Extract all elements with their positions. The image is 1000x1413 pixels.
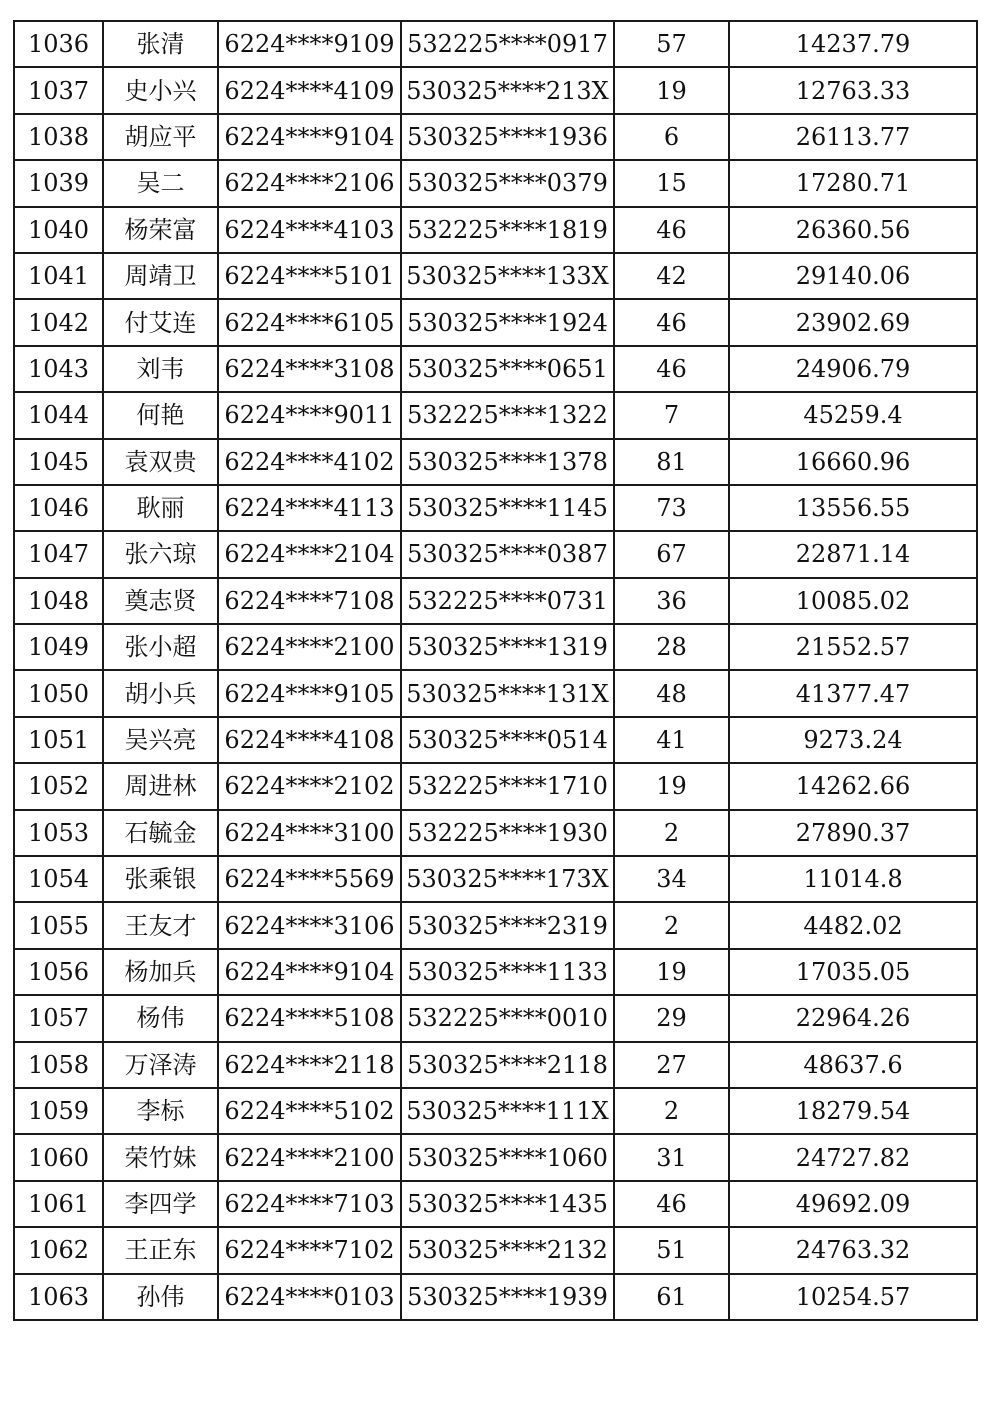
bank-card-cell: 6224****2100 <box>218 1134 401 1180</box>
name-cell: 孙伟 <box>103 1274 218 1320</box>
row-number-cell: 1048 <box>14 578 103 624</box>
count-cell: 15 <box>614 160 729 206</box>
bank-card-cell: 6224****9104 <box>218 949 401 995</box>
count-cell: 27 <box>614 1042 729 1088</box>
name-cell: 王友才 <box>103 902 218 948</box>
amount-cell: 13556.55 <box>729 485 977 531</box>
count-cell: 67 <box>614 531 729 577</box>
table-row <box>14 763 977 809</box>
id-number-cell: 532225****0731 <box>401 578 614 624</box>
count-cell: 31 <box>614 1134 729 1180</box>
bank-card-cell: 6224****7103 <box>218 1181 401 1227</box>
amount-cell: 22964.26 <box>729 995 977 1041</box>
count-cell: 46 <box>614 207 729 253</box>
count-cell: 2 <box>614 810 729 856</box>
name-cell: 吴二 <box>103 160 218 206</box>
amount-cell: 24763.32 <box>729 1227 977 1273</box>
name-cell: 付艾连 <box>103 299 218 345</box>
count-cell: 7 <box>614 392 729 438</box>
row-number-cell: 1056 <box>14 949 103 995</box>
amount-cell: 14262.66 <box>729 763 977 809</box>
name-cell: 张乘银 <box>103 856 218 902</box>
bank-card-cell: 6224****9104 <box>218 114 401 160</box>
amount-cell: 26360.56 <box>729 207 977 253</box>
id-number-cell: 530325****131X <box>401 670 614 716</box>
id-number-cell: 530325****2319 <box>401 902 614 948</box>
table-row <box>14 67 977 113</box>
bank-card-cell: 6224****5101 <box>218 253 401 299</box>
id-number-cell: 530325****213X <box>401 67 614 113</box>
bank-card-cell: 6224****3108 <box>218 346 401 392</box>
id-number-cell: 530325****1924 <box>401 299 614 345</box>
amount-cell: 26113.77 <box>729 114 977 160</box>
name-cell: 荣竹妹 <box>103 1134 218 1180</box>
row-number-cell: 1040 <box>14 207 103 253</box>
bank-card-cell: 6224****4102 <box>218 439 401 485</box>
count-cell: 81 <box>614 439 729 485</box>
name-cell: 张小超 <box>103 624 218 670</box>
table-row <box>14 670 977 716</box>
count-cell: 61 <box>614 1274 729 1320</box>
row-number-cell: 1057 <box>14 995 103 1041</box>
amount-cell: 16660.96 <box>729 439 977 485</box>
amount-cell: 24906.79 <box>729 346 977 392</box>
row-number-cell: 1042 <box>14 299 103 345</box>
id-number-cell: 530325****2132 <box>401 1227 614 1273</box>
row-number-cell: 1051 <box>14 717 103 763</box>
name-cell: 史小兴 <box>103 67 218 113</box>
count-cell: 2 <box>614 902 729 948</box>
bank-card-cell: 6224****2106 <box>218 160 401 206</box>
bank-card-cell: 6224****6105 <box>218 299 401 345</box>
id-number-cell: 532225****0917 <box>401 21 614 67</box>
amount-cell: 45259.4 <box>729 392 977 438</box>
table-row <box>14 810 977 856</box>
id-number-cell: 530325****0514 <box>401 717 614 763</box>
data-table <box>13 20 978 1321</box>
name-cell: 刘韦 <box>103 346 218 392</box>
row-number-cell: 1063 <box>14 1274 103 1320</box>
id-number-cell: 530325****133X <box>401 253 614 299</box>
count-cell: 57 <box>614 21 729 67</box>
count-cell: 19 <box>614 67 729 113</box>
amount-cell: 41377.47 <box>729 670 977 716</box>
count-cell: 34 <box>614 856 729 902</box>
table-row <box>14 392 977 438</box>
bank-card-cell: 6224****7108 <box>218 578 401 624</box>
bank-card-cell: 6224****4103 <box>218 207 401 253</box>
amount-cell: 4482.02 <box>729 902 977 948</box>
table-row <box>14 856 977 902</box>
count-cell: 19 <box>614 763 729 809</box>
bank-card-cell: 6224****4108 <box>218 717 401 763</box>
row-number-cell: 1045 <box>14 439 103 485</box>
id-number-cell: 530325****0387 <box>401 531 614 577</box>
table-container <box>13 20 978 1321</box>
id-number-cell: 530325****173X <box>401 856 614 902</box>
bank-card-cell: 6224****9011 <box>218 392 401 438</box>
name-cell: 杨加兵 <box>103 949 218 995</box>
name-cell: 张六琼 <box>103 531 218 577</box>
table-row <box>14 949 977 995</box>
id-number-cell: 530325****1936 <box>401 114 614 160</box>
bank-card-cell: 6224****2100 <box>218 624 401 670</box>
row-number-cell: 1047 <box>14 531 103 577</box>
row-number-cell: 1039 <box>14 160 103 206</box>
table-row <box>14 253 977 299</box>
name-cell: 杨伟 <box>103 995 218 1041</box>
count-cell: 46 <box>614 346 729 392</box>
table-row <box>14 1042 977 1088</box>
name-cell: 耿丽 <box>103 485 218 531</box>
bank-card-cell: 6224****2118 <box>218 1042 401 1088</box>
bank-card-cell: 6224****5108 <box>218 995 401 1041</box>
row-number-cell: 1049 <box>14 624 103 670</box>
amount-cell: 21552.57 <box>729 624 977 670</box>
id-number-cell: 530325****0379 <box>401 160 614 206</box>
id-number-cell: 530325****1319 <box>401 624 614 670</box>
row-number-cell: 1043 <box>14 346 103 392</box>
row-number-cell: 1036 <box>14 21 103 67</box>
id-number-cell: 530325****111X <box>401 1088 614 1134</box>
row-number-cell: 1038 <box>14 114 103 160</box>
amount-cell: 14237.79 <box>729 21 977 67</box>
table-row <box>14 346 977 392</box>
row-number-cell: 1054 <box>14 856 103 902</box>
row-number-cell: 1052 <box>14 763 103 809</box>
row-number-cell: 1044 <box>14 392 103 438</box>
amount-cell: 18279.54 <box>729 1088 977 1134</box>
name-cell: 周靖卫 <box>103 253 218 299</box>
count-cell: 6 <box>614 114 729 160</box>
table-row <box>14 160 977 206</box>
amount-cell: 9273.24 <box>729 717 977 763</box>
id-number-cell: 532225****1322 <box>401 392 614 438</box>
table-row <box>14 1181 977 1227</box>
bank-card-cell: 6224****2104 <box>218 531 401 577</box>
id-number-cell: 530325****1133 <box>401 949 614 995</box>
table-row <box>14 207 977 253</box>
count-cell: 36 <box>614 578 729 624</box>
amount-cell: 49692.09 <box>729 1181 977 1227</box>
amount-cell: 10085.02 <box>729 578 977 624</box>
table-row <box>14 578 977 624</box>
row-number-cell: 1046 <box>14 485 103 531</box>
id-number-cell: 530325****1939 <box>401 1274 614 1320</box>
amount-cell: 27890.37 <box>729 810 977 856</box>
row-number-cell: 1058 <box>14 1042 103 1088</box>
count-cell: 46 <box>614 299 729 345</box>
row-number-cell: 1060 <box>14 1134 103 1180</box>
name-cell: 李标 <box>103 1088 218 1134</box>
id-number-cell: 532225****1710 <box>401 763 614 809</box>
table-row <box>14 717 977 763</box>
row-number-cell: 1037 <box>14 67 103 113</box>
bank-card-cell: 6224****9105 <box>218 670 401 716</box>
row-number-cell: 1059 <box>14 1088 103 1134</box>
id-number-cell: 532225****1819 <box>401 207 614 253</box>
count-cell: 48 <box>614 670 729 716</box>
name-cell: 周进林 <box>103 763 218 809</box>
table-row <box>14 439 977 485</box>
bank-card-cell: 6224****3106 <box>218 902 401 948</box>
row-number-cell: 1050 <box>14 670 103 716</box>
id-number-cell: 530325****1435 <box>401 1181 614 1227</box>
bank-card-cell: 6224****4109 <box>218 67 401 113</box>
bank-card-cell: 6224****4113 <box>218 485 401 531</box>
id-number-cell: 530325****1060 <box>401 1134 614 1180</box>
amount-cell: 22871.14 <box>729 531 977 577</box>
name-cell: 杨荣富 <box>103 207 218 253</box>
table-row <box>14 21 977 67</box>
row-number-cell: 1055 <box>14 902 103 948</box>
id-number-cell: 532225****0010 <box>401 995 614 1041</box>
table-row <box>14 1227 977 1273</box>
bank-card-cell: 6224****0103 <box>218 1274 401 1320</box>
name-cell: 万泽涛 <box>103 1042 218 1088</box>
count-cell: 73 <box>614 485 729 531</box>
amount-cell: 17280.71 <box>729 160 977 206</box>
name-cell: 石毓金 <box>103 810 218 856</box>
name-cell: 王正东 <box>103 1227 218 1273</box>
table-row <box>14 531 977 577</box>
table-row <box>14 995 977 1041</box>
name-cell: 胡小兵 <box>103 670 218 716</box>
id-number-cell: 532225****1930 <box>401 810 614 856</box>
amount-cell: 12763.33 <box>729 67 977 113</box>
amount-cell: 23902.69 <box>729 299 977 345</box>
row-number-cell: 1053 <box>14 810 103 856</box>
count-cell: 41 <box>614 717 729 763</box>
id-number-cell: 530325****2118 <box>401 1042 614 1088</box>
table-row <box>14 902 977 948</box>
amount-cell: 24727.82 <box>729 1134 977 1180</box>
bank-card-cell: 6224****9109 <box>218 21 401 67</box>
count-cell: 28 <box>614 624 729 670</box>
name-cell: 袁双贵 <box>103 439 218 485</box>
table-row <box>14 1134 977 1180</box>
table-row <box>14 114 977 160</box>
name-cell: 张清 <box>103 21 218 67</box>
name-cell: 吴兴亮 <box>103 717 218 763</box>
bank-card-cell: 6224****7102 <box>218 1227 401 1273</box>
amount-cell: 11014.8 <box>729 856 977 902</box>
table-row <box>14 299 977 345</box>
table-row <box>14 485 977 531</box>
count-cell: 42 <box>614 253 729 299</box>
count-cell: 19 <box>614 949 729 995</box>
count-cell: 51 <box>614 1227 729 1273</box>
count-cell: 46 <box>614 1181 729 1227</box>
table-body <box>14 21 977 1320</box>
name-cell: 奠志贤 <box>103 578 218 624</box>
name-cell: 何艳 <box>103 392 218 438</box>
row-number-cell: 1062 <box>14 1227 103 1273</box>
table-row <box>14 1088 977 1134</box>
table-row <box>14 624 977 670</box>
bank-card-cell: 6224****5569 <box>218 856 401 902</box>
bank-card-cell: 6224****3100 <box>218 810 401 856</box>
name-cell: 李四学 <box>103 1181 218 1227</box>
bank-card-cell: 6224****5102 <box>218 1088 401 1134</box>
amount-cell: 29140.06 <box>729 253 977 299</box>
row-number-cell: 1041 <box>14 253 103 299</box>
id-number-cell: 530325****1145 <box>401 485 614 531</box>
id-number-cell: 530325****1378 <box>401 439 614 485</box>
count-cell: 29 <box>614 995 729 1041</box>
bank-card-cell: 6224****2102 <box>218 763 401 809</box>
count-cell: 2 <box>614 1088 729 1134</box>
amount-cell: 17035.05 <box>729 949 977 995</box>
amount-cell: 48637.6 <box>729 1042 977 1088</box>
id-number-cell: 530325****0651 <box>401 346 614 392</box>
table-row <box>14 1274 977 1320</box>
name-cell: 胡应平 <box>103 114 218 160</box>
amount-cell: 10254.57 <box>729 1274 977 1320</box>
row-number-cell: 1061 <box>14 1181 103 1227</box>
